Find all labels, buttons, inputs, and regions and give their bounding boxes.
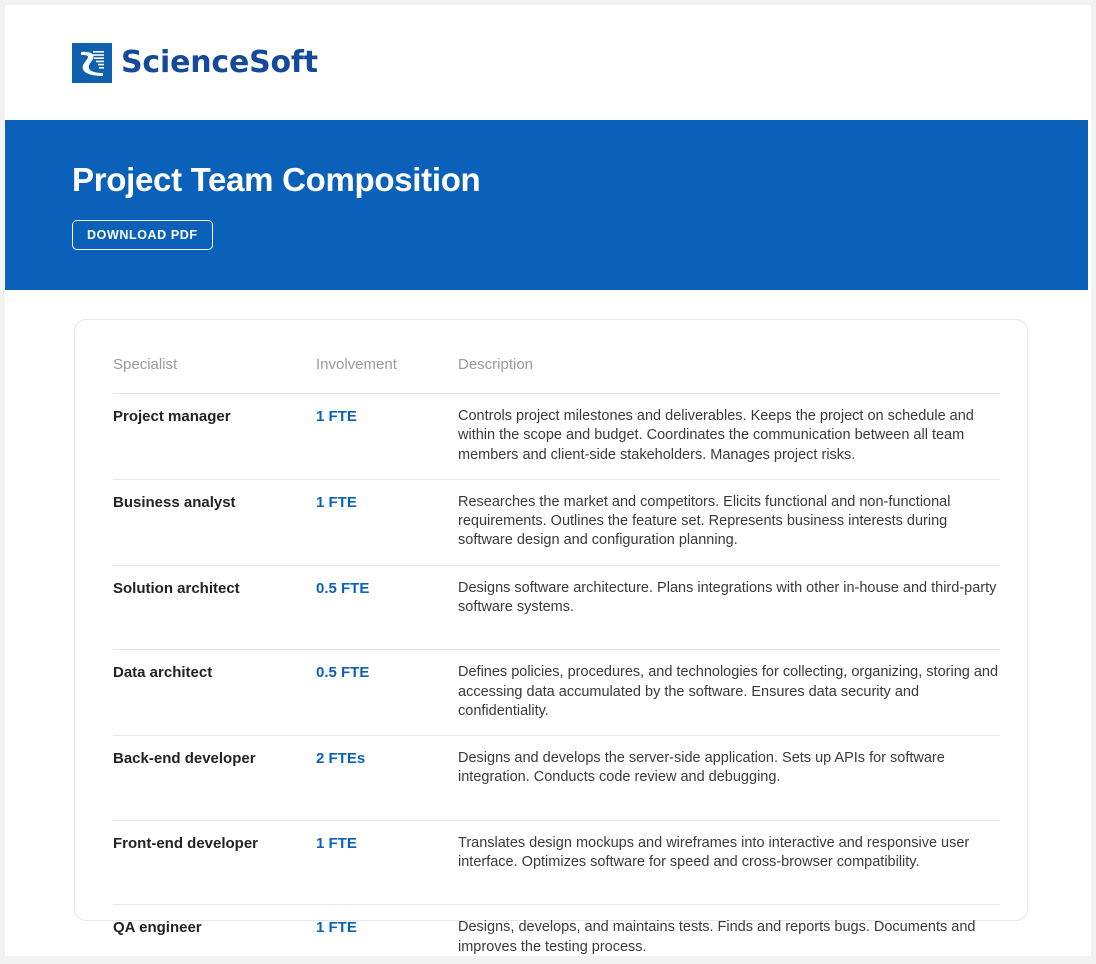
cell-involvement: 2 FTEs (316, 736, 458, 821)
sciencesoft-wordmark (121, 44, 318, 80)
site-header (5, 5, 1091, 120)
table-row (113, 650, 1000, 736)
cell-involvement: 1 FTE (316, 820, 458, 905)
page-title: Project Team Composition (72, 161, 481, 198)
logo-word-science: Science (121, 44, 250, 80)
table-row (113, 479, 1000, 565)
team-composition-table (113, 356, 1011, 956)
content-area (5, 290, 1091, 955)
cell-specialist: QA engineer (113, 919, 202, 937)
cell-involvement: 0.5 FTE (316, 650, 458, 736)
table-row (113, 394, 1000, 480)
table-header-row (113, 356, 1000, 394)
table-header (113, 356, 1000, 394)
table-row (113, 905, 1000, 956)
table-row (113, 736, 1000, 821)
table-row (113, 565, 1000, 650)
team-composition-card (74, 319, 1028, 955)
cell-involvement: 1 FTE (316, 479, 458, 565)
cell-description: Defines policies, procedures, and technologies for collecting, organizing, storing and accessing data accumulated by the software. Ensures data security and confidentiality. (458, 650, 1000, 736)
page-root (5, 5, 1091, 956)
cell-specialist: Back-end developer (113, 736, 316, 821)
column-header-specialist: Specialist (113, 356, 316, 394)
cell-description: Controls project milestones and deliverables. Keeps the project on schedule and within the scope and budget. Coordinates the communication between all team members and client-side stakeholders. Manages project risks. (458, 394, 1000, 480)
column-header-involvement: Involvement (316, 356, 458, 394)
cell-specialist: Project manager (113, 394, 316, 480)
cell-involvement: 1 FTE (316, 919, 357, 937)
cell-specialist: Business analyst (113, 479, 316, 565)
cell-specialist: Front-end developer (113, 820, 316, 905)
sciencesoft-logomark-icon (72, 43, 112, 83)
column-header-description: Description (458, 356, 1000, 394)
logo-word-soft: Soft (249, 44, 318, 80)
cell-description: Designs software architecture. Plans integrations with other in-house and third-party software systems. (458, 565, 1000, 650)
cell-specialist: Solution architect (113, 565, 316, 650)
cell-description: Designs and develops the server-side application. Sets up APIs for software integration. Conducts code review and debugging. (458, 736, 1000, 821)
cell-description: Designs, develops, and maintains tests. Finds and reports bugs. Documents and improves the testing process. (458, 919, 980, 955)
cell-involvement: 1 FTE (316, 394, 458, 480)
cell-description: Translates design mockups and wireframes into interactive and responsive user interface. Optimizes software for speed and cross-browser compatibility. (458, 820, 1000, 905)
cell-involvement: 0.5 FTE (316, 565, 458, 650)
download-pdf-button[interactable]: DOWNLOAD PDF (72, 220, 213, 250)
table-body (113, 394, 1011, 957)
sciencesoft-logo[interactable] (72, 43, 318, 83)
table-row (113, 820, 1000, 905)
cell-description: Researches the market and competitors. Elicits functional and non-functional requirements. Outlines the feature set. Represents business interests during software design and configuration planning. (458, 479, 1000, 565)
page-banner (5, 120, 1088, 290)
cell-specialist: Data architect (113, 650, 316, 736)
